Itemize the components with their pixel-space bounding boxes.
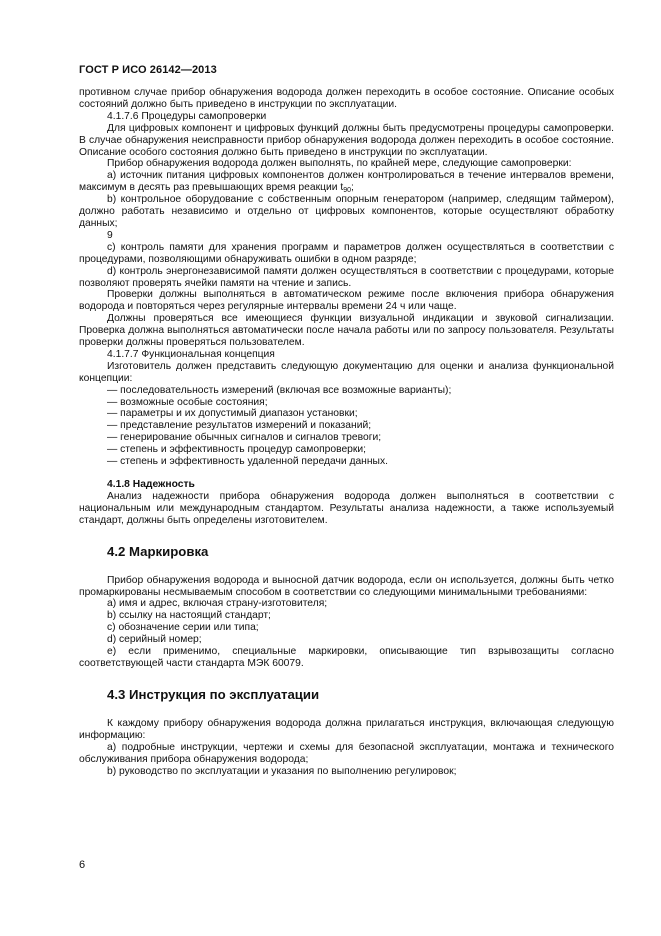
paragraph-intro: противном случае прибор обнаружения водорода должен переходить в особое состояние. Описание особых состояний должно быть приведено в инструкции по эксплуатации.: [79, 87, 614, 110]
concept-list-item: — степень и эффективность удаленной передачи данных.: [107, 456, 388, 468]
document-body: [79, 87, 614, 777]
concept-list-item: — последовательность измерений (включая все возможные варианты);: [107, 384, 452, 396]
self-check-item-d: d) контроль энергонезависимой памяти должен осуществляться в соответствии с процедурами, которые позволяют проверять ячейки памяти на чтение и запись.: [79, 265, 614, 289]
concept-list-item: — представление результатов измерений и показаний;: [107, 420, 372, 432]
section-43-heading: 4.3 Инструкция по эксплуатации: [107, 686, 320, 702]
section-418-title: 4.1.8 Надежность: [107, 479, 195, 490]
self-check-item-b: b) контрольное оборудование с собственным опорным генератором (например, следящим таймером), должно работать независимо и отдельно от цифровых компонентов, которые осуществляют обработку данных;: [79, 194, 614, 229]
section-4176-title: 4.1.7.6 Процедуры самопроверки: [107, 110, 267, 122]
page-header-standard-id: ГОСТ Р ИСО 26142—2013: [79, 64, 217, 76]
marking-list-item: с) обозначение серии или типа;: [107, 622, 259, 634]
self-check-item-a-end: ;: [351, 182, 354, 194]
concept-list-item: — генерирование обычных сигналов и сигналов тревоги;: [107, 432, 382, 444]
paragraph-check-schedule: Проверки должны выполняться в автоматическом режиме после включения прибора обнаружения водорода и повторяться через регулярные интервалы времени 24 ч или чаще.: [79, 289, 614, 313]
concept-list-item: — возможные особые состояния;: [107, 396, 268, 408]
page-number: 6: [79, 859, 86, 871]
paragraph-marking-intro: Прибор обнаружения водорода и выносной датчик водорода, если он используется, должны быть четко промаркированы несмываемым способом в соответствии со следующими минимальными требованиями:: [79, 574, 614, 598]
paragraph-self-check: Для цифровых компонент и цифровых функций должны быть предусмотрены процедуры самопроверки. В случае обнаружения неисправности прибор обнаружения водорода должен переходить в особое состояние. Описание особого состояния должно быть приведено в инструкции по эксплуатации.: [79, 122, 614, 158]
concept-list-item: — степень и эффективность процедур самопроверки;: [107, 444, 367, 456]
paragraph-manual-intro: К каждому прибору обнаружения водорода должна прилагаться инструкция, включающая следующую информацию:: [79, 717, 614, 741]
paragraph-check-indication: Должны проверяться все имеющиеся функции визуальной индикации и звуковой сигнализации. Проверка должна выполняться автоматически после начала работы или по запросу пользователя. Результаты проверки должны проверяться пользователем.: [79, 313, 614, 349]
self-check-item-c: с) контроль памяти для хранения программ и параметров должен осуществляться в соответствии с процедурами, позволяющими обнаруживать ошибки в одном разряде;: [79, 241, 614, 265]
marking-list-item: а) имя и адрес, включая страну-изготовителя;: [107, 598, 328, 610]
manual-list-item: а) подробные инструкции, чертежи и схемы для безопасной эксплуатации, монтажа и технического обслуживания прибора обнаружения водорода;: [79, 741, 614, 765]
manual-list-item: b) руководство по эксплуатации и указания по выполнению регулировок;: [107, 765, 457, 777]
paragraph-reliability: Анализ надежности прибора обнаружения водорода должен выполняться в соответствии с национальным или международным стандартом. Результаты анализа надежности, а также используемый стандарт, должны быть определены изготовителем.: [79, 490, 614, 526]
section-4177-title: 4.1.7.7 Функциональная концепция: [107, 348, 275, 360]
self-check-item-a-text: а) источник питания цифровых компонентов должен контролироваться в течение интервалов времени, максимум в десять раз превышающих время реакции t: [79, 170, 614, 194]
marking-list-item: e) если применимо, специальные маркировки, описывающие тип взрывозащиты согласно соответствующей части стандарта МЭК 60079.: [79, 646, 614, 669]
marking-list-item: d) серийный номер;: [107, 634, 202, 646]
marking-list-item: b) ссылку на настоящий стандарт;: [107, 610, 271, 622]
stray-number: 9: [107, 229, 113, 241]
paragraph-concept-intro: Изготовитель должен представить следующую документацию для оценки и анализа функциональной концепции:: [79, 360, 614, 384]
concept-list-item: — параметры и их допустимый диапазон установки;: [107, 408, 358, 420]
self-check-item-a: [79, 170, 614, 194]
section-42-heading: 4.2 Маркировка: [107, 543, 209, 559]
paragraph-self-check-list-intro: Прибор обнаружения водорода должен выполнять, по крайней мере, следующие самопроверки:: [107, 158, 572, 170]
self-check-item-a-subscript: 90: [343, 187, 352, 195]
